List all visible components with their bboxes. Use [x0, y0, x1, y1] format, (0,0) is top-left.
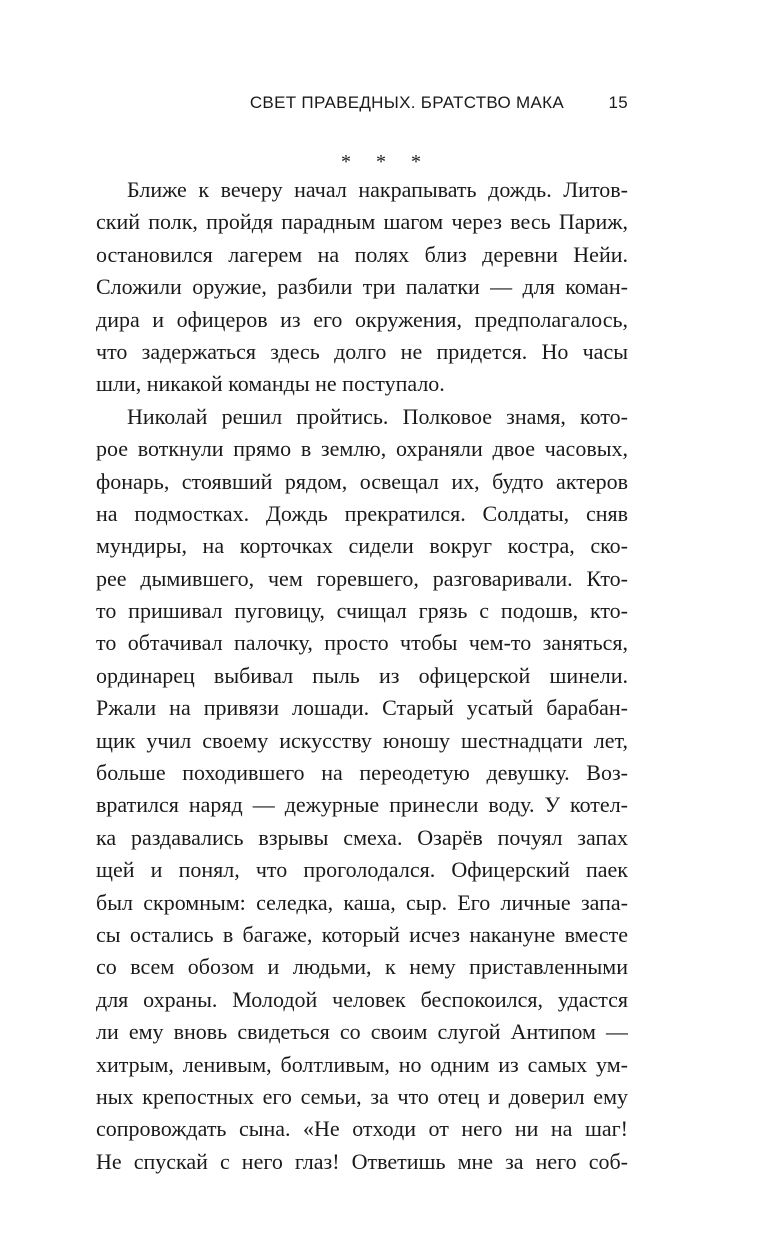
text-line: больше походившего на переодетую девушку. Воз- — [96, 760, 628, 786]
text-line: Ближе к вечеру начал накрапывать дождь. Литов- — [127, 177, 628, 202]
text-line: что задержаться здесь долго не придется. Но часы — [96, 338, 628, 364]
text-line: был скромным: селедка, каша, сыр. Его личные запа- — [96, 889, 628, 915]
text-line: на подмостках. Дождь прекратился. Солдаты, сняв — [96, 500, 628, 526]
text-line: со всем обозом и людьми, к нему приставленными — [96, 954, 628, 980]
text-line: то пришивал пуговицу, счищал грязь с подошв, кто- — [96, 598, 628, 624]
text-line: щей и понял, что проголодался. Офицерский паек — [96, 857, 628, 883]
text-line: Николай решил пройтись. Полковое знамя, кото- — [127, 403, 628, 429]
paragraph — [96, 401, 628, 1178]
text-line: шли, никакой команды не поступало. — [96, 371, 445, 397]
text-line: Ржали на привязи лошади. Старый усатый барабан- — [96, 695, 628, 721]
text-line: щик учил своему искусству юношу шестнадцати лет, — [96, 727, 628, 753]
text-line: рее дымившего, чем горевшего, разговаривали. Кто- — [96, 565, 628, 591]
text-line: остановился лагерем на полях близ деревни Нейи. — [96, 241, 628, 267]
text-line: ка раздавались взрывы смеха. Озарёв почуял запах — [96, 824, 628, 850]
text-line: сопровождать сына. «Не отходи от него ни на шаг! — [96, 1116, 628, 1142]
text-line: для охраны. Молодой человек беспокоился, удастся — [96, 986, 628, 1012]
page-number: 15 — [608, 93, 628, 112]
text-line: фонарь, стоявший рядом, освещал их, будто актеров — [96, 468, 628, 494]
text-line: дира и офицеров из его окружения, предполагалось, — [96, 306, 628, 332]
text-line: то обтачивал палочку, просто чтобы чем-то заняться, — [96, 630, 628, 656]
text-line: ский полк, пройдя парадным шагом через весь Париж, — [96, 209, 628, 235]
text-line: ных крепостных его семьи, за что отец и доверил ему — [96, 1083, 628, 1109]
text-line: хитрым, ленивым, болтливым, но одним из самых ум- — [96, 1051, 628, 1077]
paragraph — [96, 174, 628, 401]
text-line: рое воткнули прямо в землю, охраняли двое часовых, — [96, 436, 628, 462]
text-line: ординарец выбивал пыль из офицерской шинели. — [96, 662, 628, 688]
text-line: Не спускай с него глаз! Ответишь мне за него соб- — [96, 1148, 628, 1174]
section-divider: * * * — [341, 151, 431, 173]
text-line: вратился наряд — дежурные принесли воду. У котел- — [96, 792, 628, 818]
text-line: ли ему вновь свидеться со своим слугой Антипом — — [96, 1019, 628, 1045]
text-line: мундиры, на корточках сидели вокруг костра, ско- — [96, 533, 628, 559]
text-line: сы остались в багаже, который исчез накануне вместе — [96, 921, 628, 947]
book-title-header: СВЕТ ПРАВЕДНЫХ. БРАТСТВО МАКА — [249, 93, 564, 112]
running-head — [96, 93, 628, 121]
body-text — [96, 174, 628, 1178]
text-line: Сложили оружие, разбили три палатки — для коман- — [96, 274, 628, 300]
